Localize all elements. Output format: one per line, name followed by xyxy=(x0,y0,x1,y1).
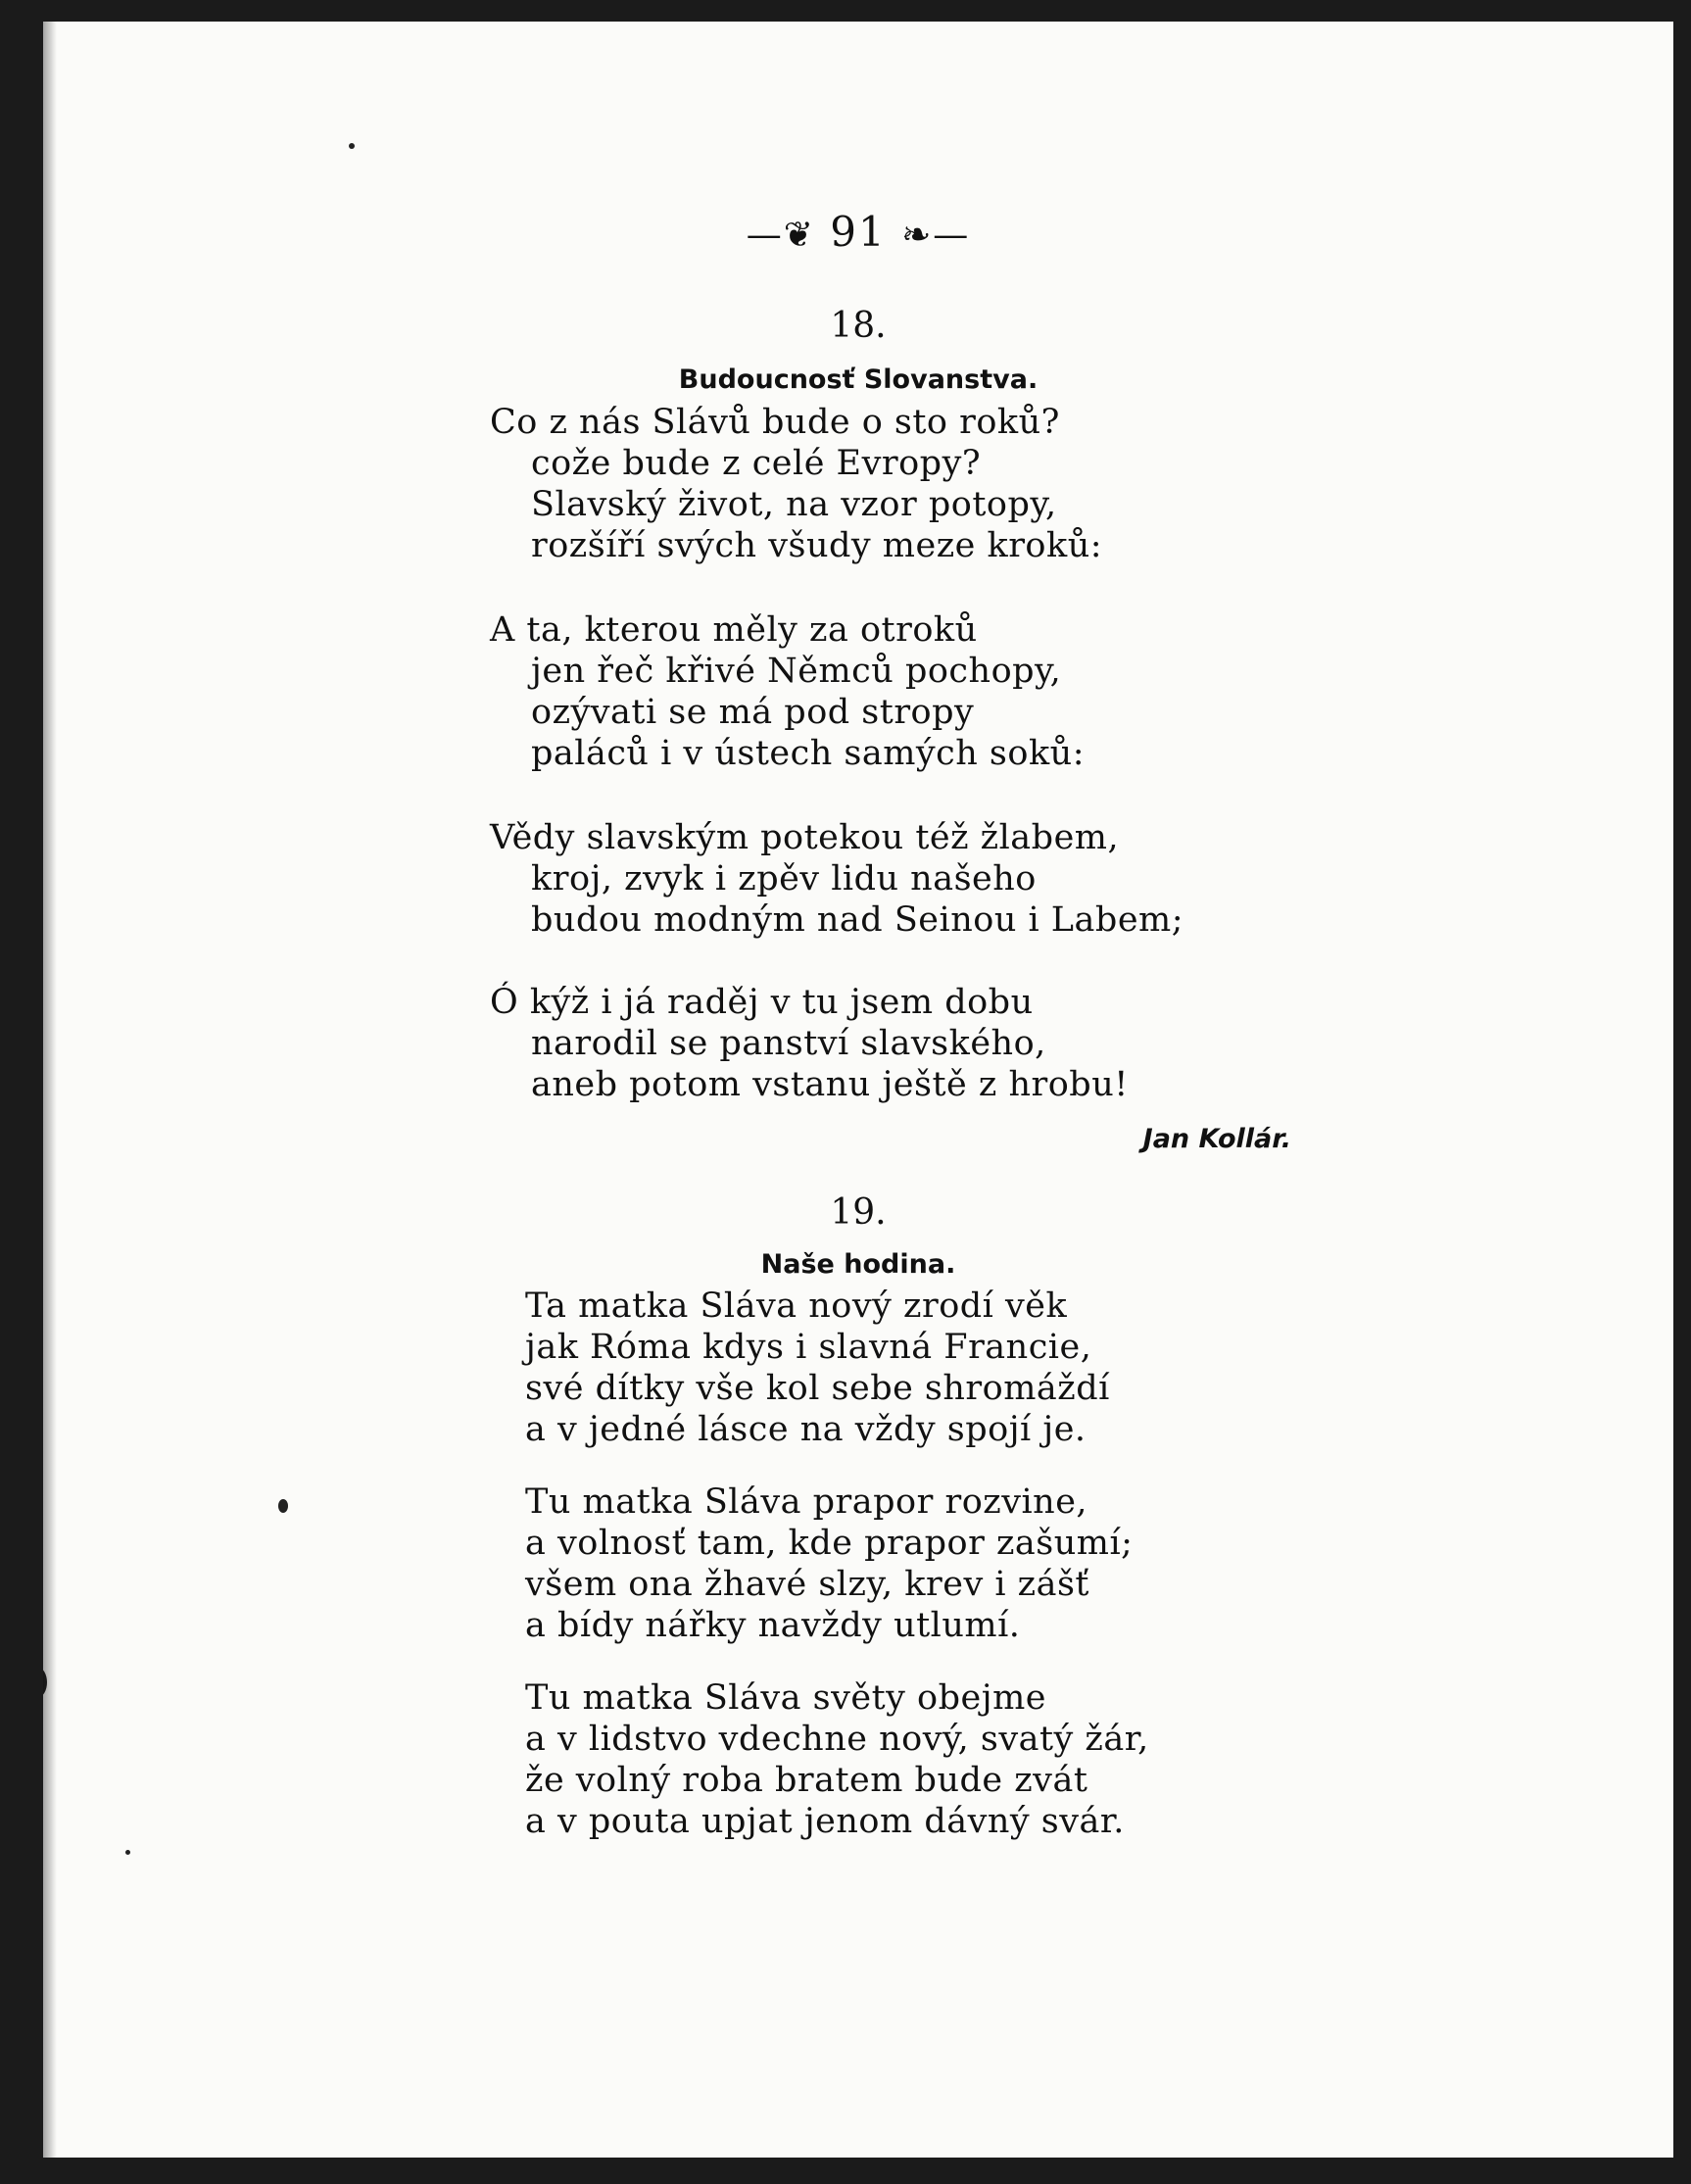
verse-line: Vědy slavským potekou též žlabem, xyxy=(490,818,1120,857)
scan-speck xyxy=(278,1499,288,1513)
verse-line: Co z nás Slávů bude o sto roků? xyxy=(490,403,1060,442)
verse-line: Tu matka Sláva prapor rozvine, xyxy=(525,1482,1088,1522)
verse-line: A ta, kterou měly za otroků xyxy=(490,610,978,650)
page-number xyxy=(43,208,1673,256)
verse-line: jak Róma kdys i slavná Francie, xyxy=(525,1328,1092,1367)
poem-title: Budoucnosť Slovanstva. xyxy=(678,364,1039,395)
stanza xyxy=(490,817,1184,941)
poem-number: 18. xyxy=(830,306,887,346)
verse-line: všem ona žhavé slzy, krev i zášť xyxy=(525,1565,1089,1604)
stanza xyxy=(525,1677,1149,1842)
verse-line: kroj, zvyk i zpěv lidu našeho xyxy=(531,859,1037,898)
verse-line: Slavský život, na vzor potopy, xyxy=(531,485,1057,524)
ornament-right-icon: ❧— xyxy=(901,215,971,256)
verse-line: budou modným nad Seinou i Labem; xyxy=(531,900,1184,940)
stanza xyxy=(490,609,1085,774)
verse-line: své dítky vše kol sebe shromáždí xyxy=(525,1369,1110,1408)
book-page xyxy=(43,22,1673,2158)
page-edge-shadow xyxy=(43,22,57,2158)
verse-line: rozšíří svých všudy meze kroků: xyxy=(531,526,1103,565)
verse-line: a v pouta upjat jenom dávný svár. xyxy=(525,1802,1125,1841)
author-signature: Jan Kollár. xyxy=(1142,1124,1291,1154)
scan-speck xyxy=(349,143,355,149)
verse-line: jen řeč křivé Němců pochopy, xyxy=(531,652,1062,691)
page-number-value: 91 xyxy=(830,208,887,256)
verse-line: a bídy nářky navždy utlumí. xyxy=(525,1606,1021,1645)
verse-line: narodil se panství slavského, xyxy=(531,1024,1046,1063)
poem-title: Naše hodina. xyxy=(760,1249,956,1280)
verse-line: Ta matka Sláva nový zrodí věk xyxy=(525,1286,1068,1326)
verse-line: ozývati se má pod stropy xyxy=(531,693,975,732)
verse-line: Ó kýž i já raděj v tu jsem dobu xyxy=(490,983,1034,1022)
stanza xyxy=(525,1286,1110,1450)
verse-line: a v lidstvo vdechne nový, svatý žár, xyxy=(525,1720,1149,1759)
verse-line: a v jedné lásce na vždy spojí je. xyxy=(525,1410,1087,1449)
stanza xyxy=(525,1481,1133,1646)
ornament-left-icon: —❦ xyxy=(746,215,815,256)
stanza xyxy=(490,982,1129,1105)
scan-border xyxy=(1673,0,1691,2184)
verse-line: aneb potom vstanu ještě z hrobu! xyxy=(531,1065,1129,1104)
verse-line: a volnosť tam, kde prapor zašumí; xyxy=(525,1524,1134,1563)
verse-line: Tu matka Sláva světy obejme xyxy=(525,1678,1046,1718)
scan-speck xyxy=(125,1850,130,1855)
poem-number: 19. xyxy=(830,1192,887,1233)
verse-line: paláců i v ústech samých soků: xyxy=(531,734,1086,773)
verse-line: že volný roba bratem bude zvát xyxy=(525,1761,1088,1800)
verse-line: cože bude z celé Evropy? xyxy=(531,444,982,483)
stanza xyxy=(490,402,1102,566)
